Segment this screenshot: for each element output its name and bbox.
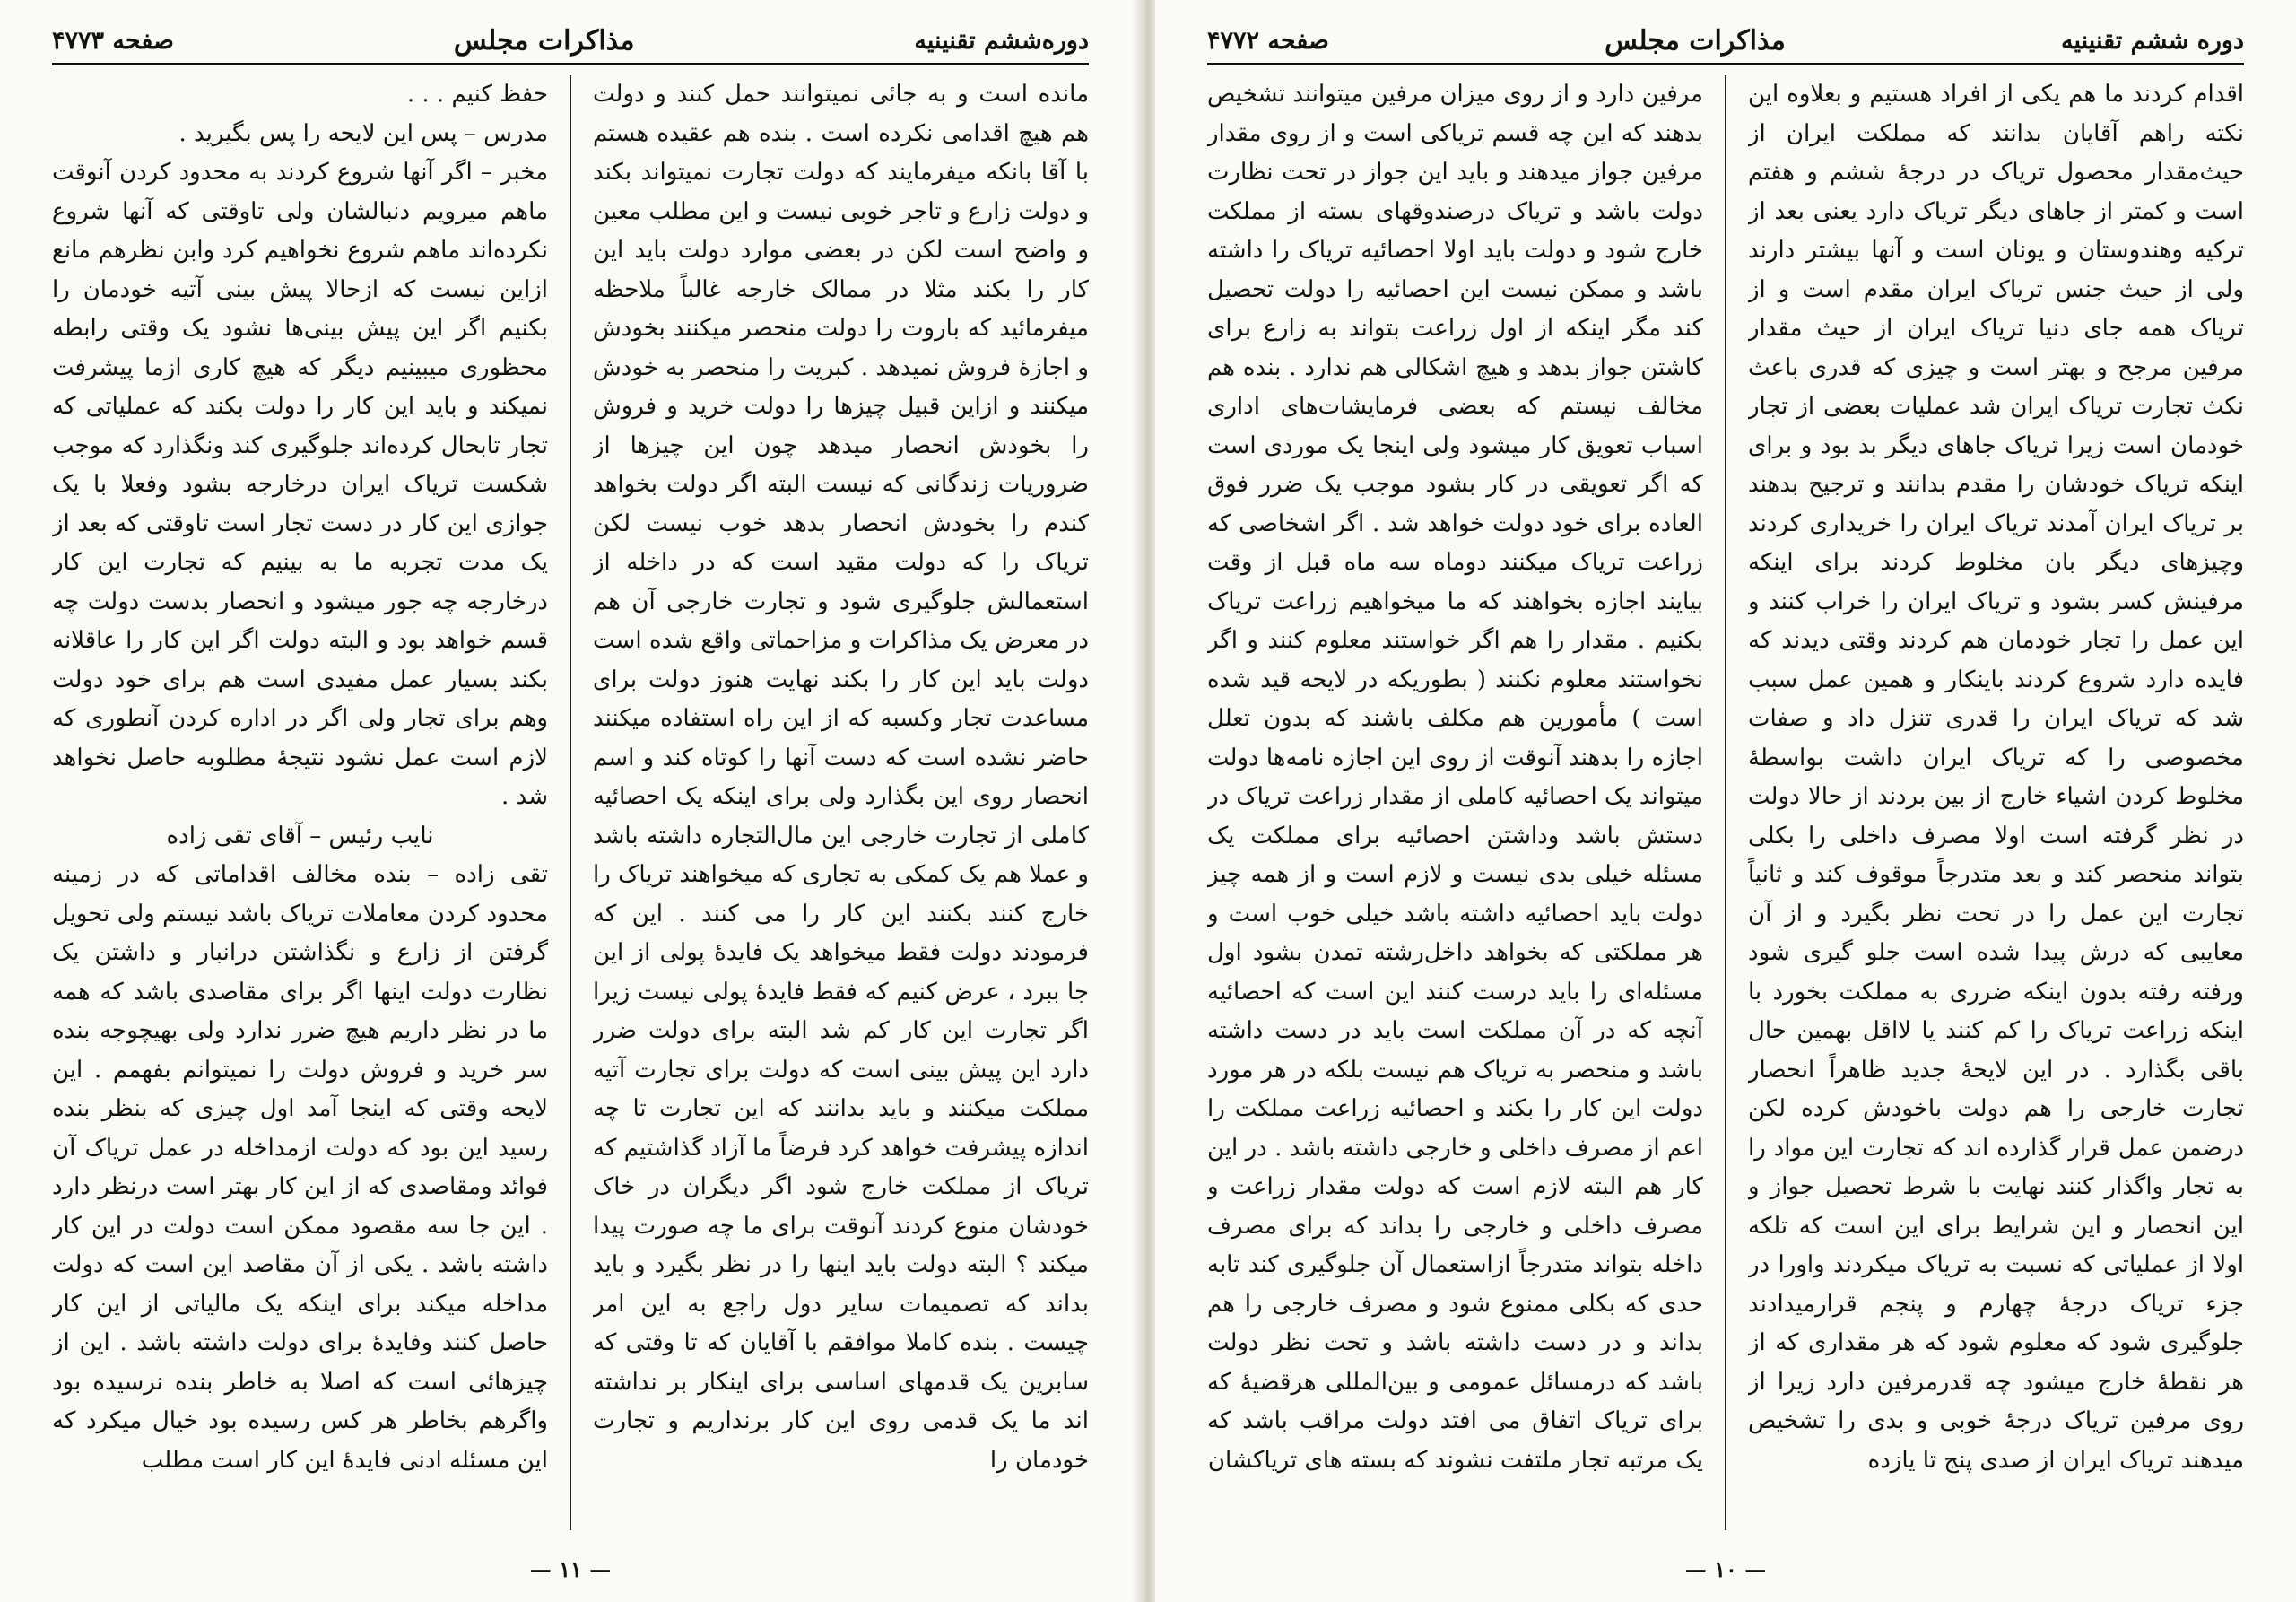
page-footer-number: — ۱۱ — xyxy=(529,1556,612,1582)
text-column-left xyxy=(1207,75,1703,1530)
right-page xyxy=(1155,0,2296,1602)
column-divider xyxy=(1725,75,1726,1530)
header-rule xyxy=(1207,63,2244,65)
publication-title: مذاکرات مجلس xyxy=(453,24,635,57)
page-footer-number: — ۱۰ — xyxy=(1684,1556,1767,1582)
page-number: صفحه ۴۷۷۲ xyxy=(1207,26,1329,55)
column-divider xyxy=(570,75,571,1530)
paragraph: مرفین دارد و از روی میزان مرفین میتوانند تشخیص بدهند که این چه قسم تریاکی است و از روی مقدار مرفین جواز میدهند و باید این جواز در تحت نظارت دولت باشد و تریاک درصندوقهای بسته از مملکت خارج شود و دولت باید اولا احصائیه تریاک را داشته باشد و ممکن نیست این احصائیه را دولت تحصیل کند مگر اینکه از اول زراعت بتواند به زارع برای کاشتن جواز بدهد و هیچ اشکالی هم ندارد . بنده هم مخالف نیستم که بعضی فرمایشات‌های اداری اسباب تعویق کار میشود ولی اینجا یک موردی است که اگر تعویقی در کار بشود موجب یک ضرر فوق العاده برای خود دولت خواهد شد . اگر اشخاصی که زراعت تریاک میکنند دوماه سه ماه قبل از وقت بیایند اجازه بخواهند که ما میخواهیم زراعت تریاک بکنیم . مقدار را هم اگر خواستند معلوم کنند و اگر نخواستند معلوم نکنند ( بطوریکه در لایحه قید شده است ) مأمورین هم مکلف باشند که بدون تعلل اجازه را بدهند آنوقت از روی این اجازه نامه‌ها دولت میتواند یک احصائیه کاملی از مقدار زراعت تریاک در دستش باشد وداشتن احصائیه برای مملکت یک مسئله خیلی بدی نیست و لازم است و از همه چیز دولت باید احصائیه داشته باشد خیلی خوب است و هر مملکتی که بخواهد داخل‌رشته تمدن بشود اول مسئله‌ای را باید درست کنند این است که احصائیه آنچه که در آن مملکت است باید در دست داشته باشد و منحصر به تریاک هم نیست بلکه در هر مورد دولت این کار را بکند و احصائیه زراعت مملکت را اعم از مصرف داخلی و خارجی داشته باشد . در این کار هم البته لازم است که دولت مقدار زراعت و مصرف داخلی و خارجی را بداند که برای مصرف داخله بتواند متدرجاً ازاستعمال آن جلوگیری کند تابه حدی که بکلی ممنوع شود و مصرف خارجی را هم بداند و در دست داشته باشد و تحت نظر دولت باشد که درمسائل عمومی و بین‌المللی هرقضیهٔ که برای تریاک اتفاق می افتد دولت مراقب باشد که یک مرتبه تجار ملتفت نشوند که بسته های تریاکشان xyxy=(1207,81,1703,1474)
text-column-right xyxy=(1748,75,2244,1530)
text-columns xyxy=(52,75,1089,1530)
session-title: دوره ششم تقنینیه xyxy=(2061,26,2244,55)
paragraph: مخبر – اگر آنها شروع کردند به محدود کردن آنوقت ماهم میرویم دنبالشان ولی تاوقتی که آنها شروع نکرده‌اند ماهم شروع نخواهیم کرد وابن نظرهم مانع ازاین نیست که ازحالا پیش بینی آتیه خودمان را بکنیم اگر این پیش بینی‌ها نشود یک وقتی رابطه محظوری میبینیم دیگر که هیچ کاری ازما پیشرفت نمیکند و باید این کار را دولت بکند که عملیاتی که تجار تابحال کرده‌اند جلوگیری کند ونگذارد که موجب شکست تریاک ایران درخارجه بشود وفعلا با یک جوازی این کار در دست تجار است تاوقتی که بعد از یک مدت تجربه ما به بینیم که تجارت این کار درخارجه چه جور میشود و انحصار بدست دولت چه قسم خواهد بود و البته دولت اگر این کار را عاقلانه بکند بسیار عمل مفیدی است هم برای خود دولت وهم برای تجار ولی اگر در اداره کردن آنطوری که لازم است عمل نشود نتیجهٔ مطلوبه حاصل نخواهد شد . xyxy=(52,159,548,810)
page-header xyxy=(1207,20,2244,61)
header-rule xyxy=(52,63,1089,65)
paragraph: اقدام کردند ما هم یکی از افراد هستیم و بعلاوه این نکته راهم آقایان بدانند که مملکت ایران از حیث‌مقدار محصول تریاک در درجهٔ ششم و هفتم است و کمتر از جاهای دیگر تریاک دارد یعنی بعد از ترکیه وهندوستان و یونان است و آنها بیشتر دارند ولی از حیث جنس تریاک ایران مقدم است و از تریاک همه جای دنیا تریاک ایران از حیث مقدار مرفین مرجح و بهتر است و چیزی که قدری باعث نکث تجارت تریاک ایران شد عملیات بعضی از تجار خودمان است زیرا تریاک جاهای دیگر بد بود و برای اینکه تریاک خودشان را مقدم بدانند و ترجیح بدهند بر تریاک ایران آمدند تریاک ایران را خریداری کردند وچیزهای دیگر بان مخلوط کردند برای اینکه مرفینش کسر بشود و تریاک ایران را خراب کنند و این عمل را تجار خودمان هم کردند وقتی دیدند که فایده دارد شروع کردند باینکار و همین عمل سبب شد که تریاک ایران را قدری تنزل داد و صفات مخصوصی را که تریاک ایران داشت بواسطهٔ مخلوط کردن اشیاء خارج از بین بردند از حالا دولت در نظر گرفته است اولا مصرف داخلی را بکلی بتواند منحصر کند و بعد متدرجاً موقوف کند و ثانیاً تجارت این عمل را در تحت نظر بگیرد و از آن معایبی که درش پیدا شده است جلو گیری شود ورفته رفته بدون اینکه ضرری به مملکت بخورد با اینکه زراعت تریاک را کم کنند یا لااقل بهمین حال باقی بگذارد . در این لایحهٔ جدید ظاهراً انحصار تجارت خارجی را هم دولت باخودش کرده لکن درضمن عمل قرار گذارده اند که تجارت این مواد را به تجار واگذار کنند نهایت با شرط تحصیل جواز و این انحصار و این شرایط برای این است که تلکه اولا از عملیاتی که نسبت به تریاک میکردند واورا در جزء تریاک درجهٔ چهارم و پنجم قرارمیدادند جلوگیری شود که معلوم شود که هر مقداری که از هر نقطهٔ خارج میشود چه قدرمرفین دارد زیرا از روی مرفین تریاک درجهٔ خوبی و بدی را تشخیص میدهند تریاک ایران از صدی پنج تا یازده xyxy=(1748,81,2244,1474)
publication-title: مذاکرات مجلس xyxy=(1605,24,1786,57)
text-column-left xyxy=(52,75,548,1530)
text-columns xyxy=(1207,75,2244,1530)
left-page xyxy=(0,0,1141,1602)
speaker-heading: نایب رئیس – آقای تقی زاده xyxy=(166,822,434,849)
page-header xyxy=(52,20,1089,61)
paragraph: مانده است و به جائی نمیتوانند حمل کنند و دولت هم هیچ اقدامی نکرده است . بنده هم عقیده هستم با آقا بانکه میفرمایند که دولت تجارت نمیتواند بکند و دولت زارع و تاجر خوبی نیست و این مطلب معین و واضح است لکن در بعضی موارد دولت باید این کار را بکند مثلا در ممالک خارجه غالباً ملاحظه میفرمائید که باروت را دولت منحصر میکنند بخودش و اجازهٔ فروش نمیدهد . کبریت را منحصر به خودش میکنند و ازاین قبیل چیزها را دولت خرید و فروش را بخودش انحصار میدهد چون این چیزها از ضروریات زندگانی که نیست البته اگر دولت بخواهد کندم را بخودش انحصار بدهد خوب نیست لکن تریاک را که دولت مقید است که در داخله از استعمالش جلوگیری شود و تجارت خارجی آن هم در معرض یک مذاکرات و مزاحماتی واقع شده است دولت باید این کار را بکند نهایت هنوز دولت برای مساعدت تجار وکسبه که از این راه استفاده میکنند حاضر نشده است که دست آنها را کوتاه کند و اسم انحصار روی این بگذارد ولی برای اینکه یک احصائیه کاملی از تجارت خارجی این مال‌التجاره داشته باشد و عملا هم یک کمکی به تجاری که میخواهند تریاک را خارج کنند بکنند این کار را می کنند . این که فرمودند دولت فقط میخواهد یک فایدهٔ پولی از این جا ببرد ، عرض کنیم که فقط فایدهٔ پولی نیست زیرا اگر تجارت این کار کم شد البته برای دولت ضرر دارد این پیش بینی است که دولت برای تجارت آتیه مملکت میکنند و باید بدانند که این تجارت تا چه اندازه پیشرفت خواهد کرد فرضاً ما آزاد گذاشتیم که تریاک از مملکت خارج شود اگر دیگران در خاک خودشان منوع کردند آنوقت برای ما چه صورت پیدا میکند ؟ البته دولت باید اینها را در نظر بگیرد و باید بداند که تصمیمات سایر دول راجع به این امر چیست . بنده کاملا موافقم با آقایان که تا وقتی که سابرین یک قدمهای اساسی برای اینکار بر نداشته اند ما یک قدمی روی این کار برنداریم و تجارت خودمان را xyxy=(593,81,1089,1474)
session-title: دوره‌ششم تقنینیه xyxy=(914,26,1089,55)
paragraph: تقی زاده – بنده مخالف اقداماتی که در زمینه محدود کردن معاملات تریاک باشد نیستم ولی تحویل گرفتن از زارع و نگذاشتن درانبار و داشتن یک نظارت دولت اینها اگر برای مقاصدی باشد که همه ما در نظر داریم هیچ ضرر ندارد ولی بهیچوجه بنده سر خرید و فروش دولت را نمیتوانم بفهمم . این لایحه وقتی که اینجا آمد اول چیزی که بنظر بنده رسید این بود که دولت ازمداخله در عمل تریاک آن فوائد ومقاصدی که از این کار بهتر است درنظر دارد . این جا سه مقصود ممکن است دولت در این کار داشته باشد . یکی از آن مقاصد این است که دولت مداخله میکند برای اینکه یک مالیاتی از این کار حاصل کنند وفایدهٔ برای دولت داشته باشد . این از چیزهائی است که اصلا به خاطر بنده نرسیده بود واگرهم بخاطر هر کس رسیده بود خیال میکرد که این مسئله ادنی فایدهٔ این کار است مطلب xyxy=(52,861,548,1474)
text-column-right xyxy=(593,75,1089,1530)
page-number: صفحه ۴۷۷۳ xyxy=(52,26,174,55)
paragraph: مدرس – پس این لایحه را پس بگیرید . xyxy=(178,119,548,147)
paragraph: حفظ کنیم . . . xyxy=(406,81,548,108)
